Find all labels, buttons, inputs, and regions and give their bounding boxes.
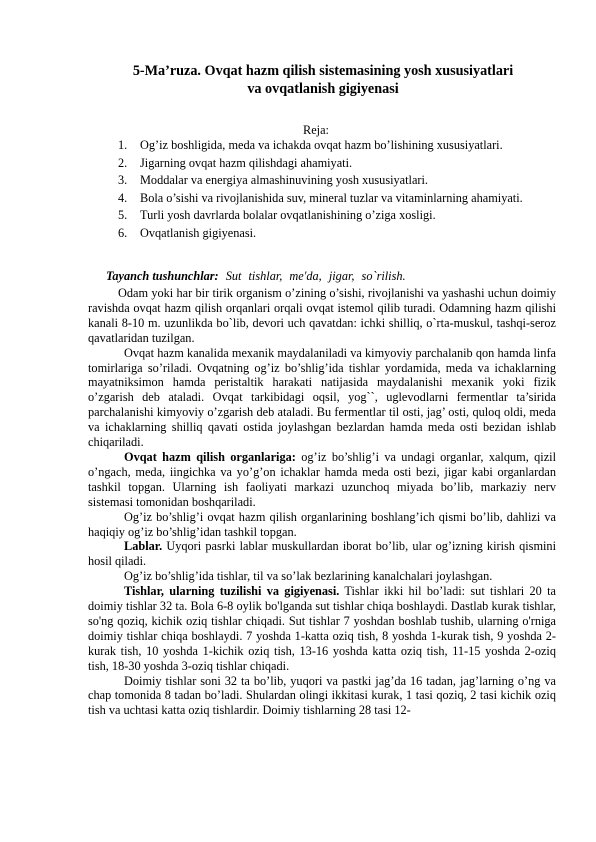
paragraph-heading: Lablar. [124,539,163,554]
plan-item: 5. Turli yosh davrlarda bolalar ovqatlanishining o’ziga xosligi. [118,208,436,223]
paragraph: Lablar. Uyqori pasrki lablar muskullardan iborat bo’lib, ular og’izning kirish qismini hosil qiladi. [88,539,556,569]
paragraph: Ovqat hazm kanalida mexanik maydalaniladi va kimyoviy parchalanib qon hamda linfa tomirlariga so’riladi. Ovqatning og’iz bo’shlig’ida tishlar yordamida, meda va ichaklarning mayatniksimon hamda peristaltik harakati natijasida maydalanishi mexanik yoki fizik o’zgarish deb ataladi. Ovqat tarkibidagi oqsil, yog``, uglevodlarni fermentlar ta’sirida parchalanishi kimyoviy o’zgarish deb ataladi. Bu fermentlar til osti, jag’ osti, quloq oldi, meda va ichaklarning shilliq qavati ostida joylashgan bezlardan hamda meda osti bezidan ishlab chiqariladi. [88,345,556,450]
plan-item: 3. Moddalar va energiya almashinuvining yosh xususiyatlari. [118,173,429,188]
paragraph: Doimiy tishlar soni 32 ta bo’lib, yuqori va pastki jag’da 16 tadan, jag’larning o’ng va chap tomonida 8 tadan bo’ladi. Shulardan olingi ikkitasi kurak, 1 tasi qoziq, 2 tasi kichik oziq tish va uchtasi katta oziq tishlardir. Doimiy tishlarning 28 tasi 12- [88,673,556,718]
paragraph: Odam yoki har bir tirik organism o’zining o’sishi, rivojlanishi va yashashi uchun doimiy ravishda ovqat hazm qilish orqanlari orqali ovqat istemol qilib turadi. Odamning hazm qilishi kanali 8-10 m. uzunlikda bo`lib, devori uch qavatdan: ichki shilliq, o`rta-muskul, tashqi-seroz qavatlaridan tuzilgan. [88,286,556,345]
paragraph: Og’iz bo’shlig’i ovqat hazm qilish organlarining boshlang’ich qismi bo’lib, dahlizi va haqiqiy og’iz bo’shlig’idan tashkil topgan. [88,509,556,539]
paragraph: Ovqat hazm qilish organlariga: og’iz bo’shlig’i va undagi organlar, xalqum, qizil o’ngach, meda, iingichka va yo’g’on ichaklar hamda meda osti bezi, jigar kabi organlardan tashkil topgan. Ularning ish faoliyati markazi uzunchoq miyada bo’lib, markaziy nerv sistemasi tomonidan boshqariladi. [88,449,556,509]
key-terms [106,269,406,284]
plan-item: 4. Bola o’sishi va rivojlanishida suv, mineral tuzlar va vitaminlarning ahamiyati. [118,190,523,205]
paragraph: Og’iz bo’shlig’ida tishlar, til va so’lak bezlarining kanalchalari joylashgan. [124,569,493,584]
lecture-body [88,286,556,718]
key-terms-label: Tayanch tushunchlar: [106,269,219,283]
plan-item: 2. Jigarning ovqat hazm qilishdagi ahamiyati. [118,155,353,170]
paragraph: Tishlar, ularning tuzilishi va gigiyenasi. Tishlar ikki hil bo’ladi: sut tishlari 20 ta doimiy tishlar 32 ta. Bola 6-8 oylik bo'lganda sut tishlar chiqa boshlaydi. Dastlab kurak tishlar, so'ng qoziq, kichik oziq tishlar chiqadi. Sut tishlar 7 yoshdan boshlab tushib, ularning o'rniga doimiy tishlar chiqa boshlaydi. 7 yoshda 1-katta oziq tish, 8 yoshda 1-kurak tish, 9 yoshda 2-kurak tish, 10 yoshda 1-kichik oziq tish, 13-16 yoshda katta oziq tish, 11-15 yoshda 2-oziq tish, 18-30 yoshda 3-oziq tishlar chiqadi. [88,584,556,673]
plan-heading: Reja: [303,123,329,137]
plan-item: 6. Ovqatlanish gigiyenasi. [118,225,257,240]
plan-list [118,138,558,244]
plan-item: 1. Og’iz boshligida, meda va ichakda ovqat hazm bo’lishining xususiyatlari. [118,138,503,152]
paragraph-heading: Tishlar, ularning tuzilishi va gigiyenasi. [124,584,340,599]
lecture-title-line2: va ovqatlanish gigiyenasi [247,81,399,97]
paragraph-heading: Ovqat hazm qilish organlariga: [124,449,296,464]
key-terms-list: Sut tishlar, me'da, jigar, so`rilish. [218,269,406,283]
lecture-title-line1: 5-Ma’ruza. Ovqat hazm qilish sistemasining yosh xususiyatlari [132,63,514,79]
